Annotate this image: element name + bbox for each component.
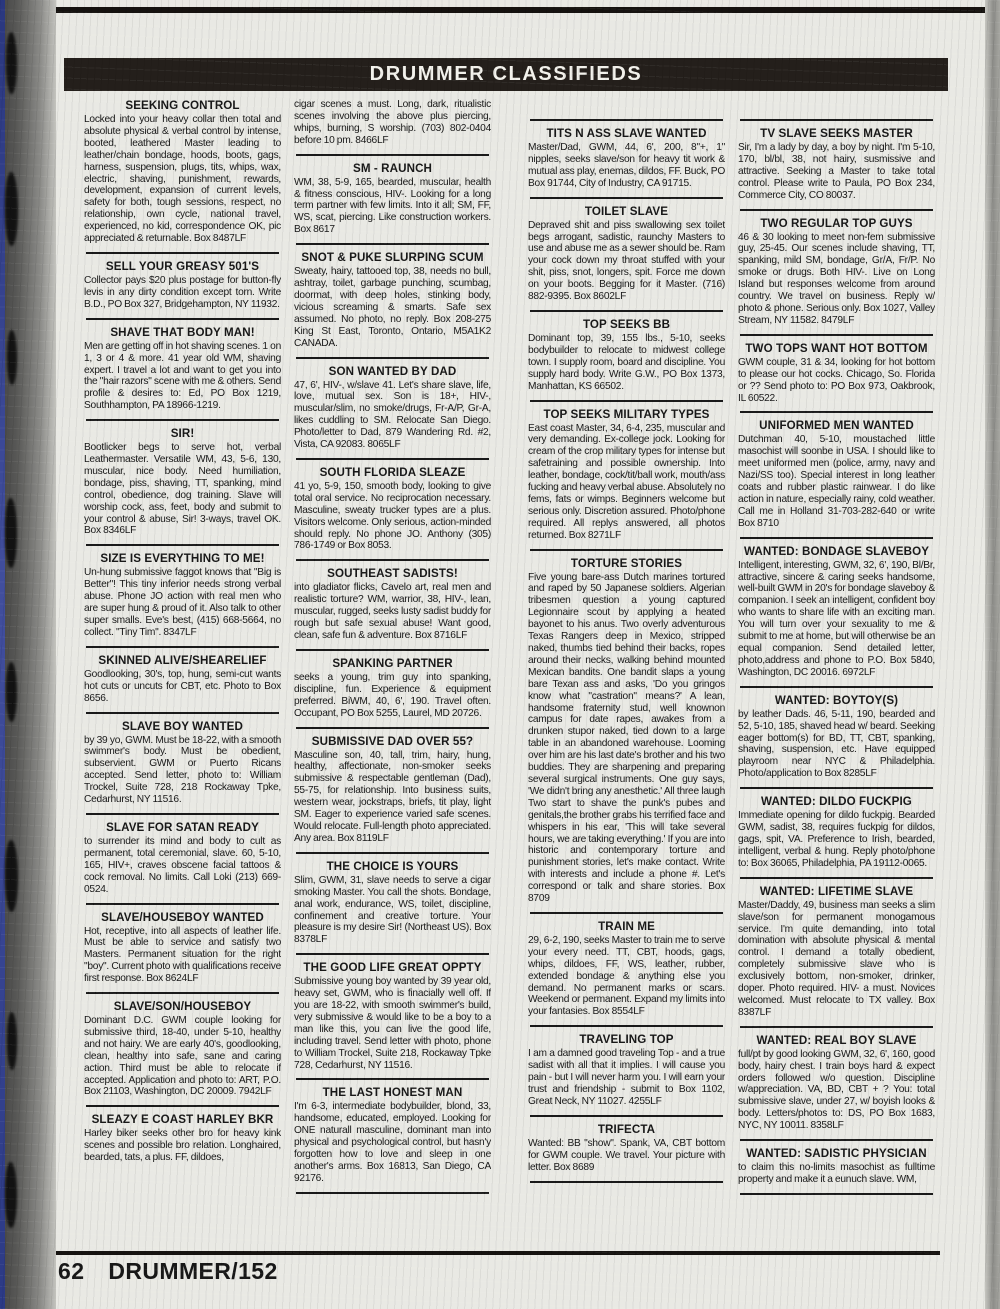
ad-separator (296, 559, 489, 561)
classified-ad (738, 545, 935, 679)
classified-ad (294, 162, 491, 237)
ad-title: WANTED: SADISTIC PHYSICIAN (746, 1147, 927, 1161)
classified-ad (84, 326, 281, 412)
classified-ad (294, 99, 491, 147)
ad-title: WANTED: LIFETIME SLAVE (759, 884, 914, 898)
ad-body: Hot, receptive, into all aspects of leather life. Must be able to service and satisfy two Masters. Permanent situation for the right "boy". Current photo with qualifications receive first response. Box 8624LF (84, 925, 281, 985)
scan-right-edge (985, 0, 1000, 1309)
ad-title: SIR! (170, 427, 195, 441)
ad-title: TRAIN ME (598, 919, 655, 933)
ad-body: Collector pays $20 plus postage for button-fly levis in any dirty condition except torn. Write B.D., PO Box 327, Bridgehampton, NY 11932. (84, 274, 281, 310)
ad-title: SKINNED ALIVE/SHEARELIEF (98, 653, 267, 667)
ad-body: Submissive young boy wanted by 39 year old, heavy set, GWM, who is finacially well off. If you are 18-22, with smooth swimmer's build, very submissive & would like to be a boy to a man like this, you can live the good life, including travel. Send letter with photo, phone to William Trockel, Suite 218, Rockaway Tpke 728, Cedarhurst, NY 11516. (294, 976, 491, 1071)
ad-separator (530, 549, 723, 551)
ad-separator (86, 252, 279, 254)
ad-body: into gladiator flicks, Cavelo art, real men and realistic torture? WM, warrior, 38, HIV-, lean, muscular, rugged, seeks lusty sadist buddy for rough but safe sexual abuse! Want good, clean, safe fun & adventure. Box 8716LF (294, 582, 491, 641)
classified-ad (528, 127, 725, 190)
ad-body: 29, 6-2, 190, seeks Master to train me to serve your every need. TT, CBT, hoods, gags, whips, dildoes, FF, WS, leather, rubber, extended bondage & anything else you demand. No permanent marks or scars. Weekend or permanent. Expand my limits into your fantasies. Box 8554LF (528, 934, 725, 1018)
classified-ad (294, 860, 491, 946)
ad-title: SLAVE/SON/HOUSEBOY (113, 1000, 252, 1014)
ad-separator (740, 537, 933, 539)
ad-title: SEEKING CONTROL (125, 99, 240, 112)
ad-separator (296, 154, 489, 156)
classified-ad (738, 127, 935, 202)
ad-title: TV SLAVE SEEKS MASTER (760, 127, 913, 140)
classified-ad (738, 217, 935, 327)
ad-separator (740, 787, 933, 789)
classified-ad (294, 735, 491, 845)
ad-title: SLAVE/HOUSEBOY WANTED (101, 910, 264, 924)
ad-title: TRIFECTA (597, 1122, 656, 1136)
ad-title: SM - RAUNCH (352, 161, 433, 175)
classified-ad (738, 694, 935, 780)
ad-body: 41 yo, 5-9, 150, smooth body, looking to give total oral service. No reciprocation necessary. Masculine, sweaty trucker types are a plus. Visitors welcome. Only serious, action-minded should reply. No phone JO. Anthony (305) 786-1749 or Box 8053. (294, 480, 491, 552)
scan-smudge (5, 840, 18, 912)
column-2 (294, 99, 491, 1251)
ad-body: to surrender its mind and body to cult as permanent, total ceremonial, slave. 60, 5-10, 165, HIV+, craves obscene facial tattoos & cock removal. No limits. Call Loki (213) 669-0524. (84, 835, 281, 895)
ad-separator (86, 544, 279, 546)
ad-body: Dominant top, 39, 155 lbs., 5-10, seeks bodybuilder to relocate to midwest college town. I supply room, board and discipline. You supply hard body. Write G.W., PO Box 1373, Manhattan, KS 66502. (528, 332, 725, 392)
ad-separator (530, 119, 723, 121)
ad-separator (530, 400, 723, 402)
ad-separator (296, 1192, 489, 1194)
ad-separator (86, 318, 279, 320)
ad-body: Sir, I'm a lady by day, a boy by night. I'm 5-10, 170, bl/bl, 38, not hairy, susmissive and attractive. Seeking a Master to take total control. Please write to Paula, PO Box 234, Commerce City, CO 80037. (738, 142, 935, 201)
classified-ad (738, 885, 935, 1019)
magazine-issue: DRUMMER/152 (108, 1258, 278, 1284)
ad-separator (296, 357, 489, 359)
page-number: 62 (58, 1258, 85, 1284)
page-footer (58, 1258, 278, 1285)
ad-body: by leather Dads. 46, 5-11, 190, bearded and 52, 5-10, 185, shaved head w/ beard. Seeking eager bottom(s) for BD, TT, CBT, spanking, shaving, suspension, etc. Have equipped playroom near NYC & Philadelphia. Photo/application to Box 8285LF (738, 708, 935, 780)
column-3 (528, 99, 725, 1251)
ad-separator (530, 1115, 723, 1117)
classified-ad (294, 657, 491, 720)
ad-body: Intelligent, interesting, GWM, 32, 6', 190, Bl/Br, attractive, sincere & caring seeks handsome, well-built GWM in 20's for bondage slaveboy & companion. I seek an intelligent, confident boy who wants to share life with an exciting man. You will turn over your sexuality to me & submit to me at home, but will otherwise be an equal companion. Send detailed letter, photo,address and phone to P.O. Box 5840, Washington, DC 20016. 6972LF (738, 559, 935, 678)
classified-ad (528, 408, 725, 542)
ad-separator (740, 1139, 933, 1141)
ad-title: THE GOOD LIFE GREAT OPPTY (303, 961, 482, 975)
classified-ad (84, 552, 281, 638)
classified-ad (84, 427, 281, 537)
ad-title: SOUTHEAST SADISTS! (327, 567, 458, 581)
classified-ad (528, 1123, 725, 1174)
ad-title: SUBMISSIVE DAD OVER 55? (311, 734, 474, 748)
ad-separator (740, 1026, 933, 1028)
ad-title: TOP SEEKS MILITARY TYPES (543, 407, 710, 421)
scan-smudge (7, 1012, 17, 1070)
classified-ad (294, 961, 491, 1071)
ad-title: TORTURE STORIES (570, 556, 683, 570)
ad-separator (296, 852, 489, 854)
classified-ad (84, 720, 281, 806)
ad-title: WANTED: REAL BOY SLAVE (756, 1033, 917, 1047)
classified-ad (738, 1147, 935, 1186)
ad-body: Wanted: BB "show". Spank, VA, CBT bottom for GWM couple. We travel. Your picture with letter. Box 8689 (528, 1137, 725, 1173)
ad-title: TWO REGULAR TOP GUYS (760, 216, 913, 230)
footer-rule (55, 1251, 940, 1255)
ad-title: TOP SEEKS BB (582, 317, 671, 331)
scan-smudge (6, 662, 17, 722)
classified-ad (528, 920, 725, 1018)
classified-ad (294, 365, 491, 451)
classified-ad (528, 557, 725, 905)
page-title: DRUMMER CLASSIFIEDS (369, 63, 643, 85)
ad-body: seeks a young, trim guy into spanking, discipline, fun. Experience & equipment preferred. BiWM, 40, 6', 190. Travel often. Occupant, PO Box 5255, Laurel, MD 20726. (294, 671, 491, 719)
ad-body: Un-hung submissive faggot knows that "Big is Better"! This tiny inferior needs strong verbal abuse. Phone JO action with real men who are super hung & proud of it. Also talk to other super smalls. Eve's best, (415) 668-5664, no collect. "Tiny Tim". 8347LF (84, 567, 281, 638)
ad-title: SLEAZY E COAST HARLEY BKR (91, 1113, 274, 1127)
ad-separator (296, 649, 489, 651)
ad-separator (86, 646, 279, 648)
ad-title: THE LAST HONEST MAN (322, 1086, 463, 1100)
ad-separator (530, 197, 723, 199)
ad-body: cigar scenes a must. Long, dark, ritualistic scenes involving the above plus piercing, whips, burning, S worship. (703) 802-0404 before 10 pm. 8466LF (294, 99, 491, 146)
ad-title: WANTED: DILDO FUCKPIG (761, 795, 912, 809)
classified-ad (528, 205, 725, 303)
ad-body: I am a damned good traveling Top - and a true sadist with all that it implies. I will cause you pain - but I will never harm you. I will earn your trust and friendship - submit to Box 1102, Great Neck, NY 11027. 4255LF (528, 1048, 725, 1107)
classified-ad (84, 1113, 281, 1164)
ad-body: full/pt by good looking GWM, 32, 6', 160, good body, hairy chest. I train boys hard & expect orders followed w/o question. Discipline w/appreciation. VA, BD, CBT + ? You: total submissive slave, under 27, w/ boyish looks & body. Letters/photos to: DS, PO Box 1683, NYC, NY 10011. 8358LF (738, 1048, 935, 1132)
ad-title: SLAVE FOR SATAN READY (106, 820, 259, 834)
ad-separator (86, 813, 279, 815)
ad-body: Slim, GWM, 31, slave needs to serve a cigar smoking Master. You call the shots. Bondage, anal work, endurance, WS, toilet, discipline, confinement and creative torture. Your pleasure is my desire Sir! (Northeast US). Box 8378LF (294, 874, 491, 946)
ad-separator (530, 1025, 723, 1027)
classified-ad (84, 99, 281, 245)
ad-body: Five young bare-ass Dutch marines tortured and raped by 50 Japanese soldiers. Algerian tribesmen question a young captured Legionnaire scout by applying a heated bayonet to his anus. Two overly adventurous Texas Rangers deep in Mexico, stripped naked, thumbs tied behind their backs, ropes around their necks, walking behind mounted Mexican bandits. One bandit slaps a young bare Texan ass and asks, 'Do you gringos know what "castration" means?' A lean, handsome fraternity stud, well knownon campus for date rapes, awakes from a drunken stupor naked, tied down to a large table in an abandoned warehouse. Looming over him are his last date's brother and his two buddies. They are sharpening and preparing several surgical instruments. One guy says, 'We didn't bring any anesthetic.' All three laugh Two start to shave the punk's pubes and genitals,the brother grabs his terrified face and whispers in his ear, 'This will take several hours, we are taking everything.' If you are into historic and contemporary torture and punishment stories, let's make contact. Write with interests and include a phone #. Let's correspond or talk and share stories. Box 8709 (528, 571, 725, 905)
ad-body: by 39 yo, GWM. Must be 18-22, with a smooth swimmer's body. Must be obedient, subservient. GWM or Puerto Ricans accepted. Send letter, photo to: William Trockel, Suite 728, 218 Rockaway Tpke, Cedarhurst, NY 11516. (84, 734, 281, 806)
ad-separator (86, 903, 279, 905)
ad-title: SHAVE THAT BODY MAN! (110, 325, 255, 339)
ad-separator (740, 1193, 933, 1195)
ad-title: TOILET SLAVE (584, 204, 669, 218)
page-header (64, 58, 948, 91)
ad-title: SOUTH FLORIDA SLEAZE (319, 465, 466, 479)
ad-title: SELL YOUR GREASY 501'S (105, 259, 260, 273)
scan-smudge (5, 498, 17, 568)
classified-ad (294, 251, 491, 349)
scan-left-edge (0, 0, 56, 1309)
ad-title: TWO TOPS WANT HOT BOTTOM (745, 341, 928, 355)
ad-title: TRAVELING TOP (579, 1033, 674, 1047)
classified-ad (738, 795, 935, 870)
ad-separator (530, 912, 723, 914)
ad-separator (296, 953, 489, 955)
ad-title: UNIFORMED MEN WANTED (759, 419, 914, 433)
ad-body: Dutchman 40, 5-10, moustached little masochist will soonbe in USA. I should like to meet uniformed men (police, army, navy and Nazi/SS too). Special interest in long leather coats and rubber plastic rainwear. I do like action in nature, especially rainy, cold weather. Call me in Holland 31-703-282-640 or write Box 8710 (738, 434, 935, 529)
classified-ad (84, 654, 281, 705)
ad-separator (296, 1078, 489, 1080)
ad-body: Depraved shit and piss swallowing sex toilet begs arrogant, sadistic, raunchy Masters to use and abuse me as a sewer should be. Ram your cock down my throat stuffed with your shit, piss, snot, longers, spit. Force me down on your boots. Begging for it Master. (716) 882-9395. Box 8602LF (528, 219, 725, 303)
classified-ad (84, 1000, 281, 1098)
ad-separator (740, 119, 933, 121)
ad-title: WANTED: BONDAGE SLAVEBOY (743, 544, 930, 558)
top-rule (0, 7, 988, 13)
ad-body: Bootlicker begs to serve hot, verbal Leathermaster. Versatile WM, 43, 5-6, 130, muscular, nice body. Need humiliation, bondage, piss, shaving, TT, spanking, mind control, obedience, dog training. Slave will worship cock, ass, feet, body and submit to your control & abuse, Sir! 3-ways, travel OK. Box 8346LF (84, 442, 281, 537)
column-4 (738, 99, 935, 1251)
ad-title: SON WANTED BY DAD (328, 364, 457, 378)
scan-smudge (5, 1162, 17, 1228)
ad-body: I'm 6-3, intermediate bodybuilder, blond, 33, handsome, educated, employed. Looking for ONE naturall masculine, dominant man into physical and psychological control, but hasn'y forgotten how to love and sleep in one another's arms. Box 16813, San Diego, CA 92176. (294, 1101, 491, 1184)
classified-ad (294, 567, 491, 642)
ad-separator (740, 877, 933, 879)
scan-smudge (7, 330, 17, 385)
scan-smudge (5, 172, 18, 246)
ad-body: Harley biker seeks other bro for heavy kink scenes and possible bro relation. Longhaired, bearded, tats, a plus. FF, dildoes, (84, 1128, 281, 1164)
ad-title: THE CHOICE IS YOURS (326, 859, 459, 873)
ad-separator (740, 209, 933, 211)
ad-separator (740, 686, 933, 688)
ad-separator (530, 1181, 723, 1183)
ad-body: GWM couple, 31 & 34, looking for hot bottom to please our hot cocks. Chicago, So. Florida or ?? Send photo to: PO Box 973, Oakbrook, IL 60522. (738, 356, 935, 404)
ad-title: TITS N ASS SLAVE WANTED (546, 127, 707, 140)
ad-separator (530, 310, 723, 312)
classified-ad (84, 911, 281, 986)
ad-separator (740, 334, 933, 336)
classified-ad (738, 419, 935, 529)
ad-body: WM, 38, 5-9, 165, bearded, muscular, health & fitness conscious, HIV-. Looking for a long term partner with few limits. Into it all; SM, FF, WS, scat, piercing. Like construction workers. Box 8617 (294, 176, 491, 236)
classified-ad (294, 466, 491, 552)
ad-body: East coast Master, 34, 6-4, 235, muscular and very demanding. Ex-college jock. Looking for cream of the crop military types for intense but safetraining and possible ownership. Into leather, bondage, cock/tit/ball work, mouth/ass fucking and heavy verbal abuse. Absolutely no fems, fats or wimps. Beginners welcome but serious only. Discretion assured. Photo/phone required. All replys answered, all photos returned. Box 8271LF (528, 422, 725, 541)
classified-ad (528, 1033, 725, 1108)
ad-body: Dominant D.C. GWM couple looking for submissive third, 18-40, under 5-10, healthy and not hairy. We are early 40's, goodlooking, clean, healthy into safe, sane and caring action. Third must be able to relocate if accepted. Application and photo to: ART, P.O. Box 21103, Washington, DC 20009. 7942LF (84, 1015, 281, 1098)
ad-separator (86, 1105, 279, 1107)
classified-ad (84, 821, 281, 896)
ad-body: to claim this no-limits masochist as fulltime property and make it a eunuch slave. WM, (738, 1162, 935, 1185)
ad-separator (296, 727, 489, 729)
classified-ad (528, 318, 725, 393)
column-1 (84, 99, 281, 1251)
ad-title: SLAVE BOY WANTED (122, 719, 243, 733)
classified-ad (294, 1086, 491, 1184)
ad-body: Masculine son, 40, tall, trim, hairy, hung, healthy, affectionate, non-smoker seeks submissive & respectable gentleman (Dad), 55-75, for relationship. Into business suits, western wear, jockstraps, briefs, tit play, light SM. Eager to experience varied safe scenes. Would relocate. Full-length photo appreciated. Any area. Box 8119LF (294, 749, 491, 844)
ad-body: Master/Dad, GWM, 44, 6', 200, 8"+, 1" nipples, seeks slave/son for heavy tit work & mutual ass play, enemas, dildos, FF. Buck, PO Box 91744, City of Industry, CA 91715. (528, 142, 725, 189)
scan-smudge (6, 32, 17, 94)
ad-separator (740, 411, 933, 413)
ad-body: Master/Daddy, 49, business man seeks a slim slave/son for permanent monogamous service. I'm quite demanding, into total domination with absolute physical & mental control. I demand a totally obedient, completely submissive slave who is exclusively bottom, non-smoker, drinker, doper. Photo required. HIV- a must. Novices welcomed. Must relocate to TX valley. Box 8387LF (738, 899, 935, 1018)
ad-separator (296, 458, 489, 460)
ad-body: 46 & 30 looking to meet non-fem submissive guy, 25-45. Our scenes include shaving, TT, spanking, mild SM, bondage, Gr/A, Fr/P. No smoke or drugs. Both HIV-. Live on Long Island but responses welcome from around country. We travel on business. Reply w/ photo & phone. Serious only. Box 1027, Valley Stream, NY 11582. 8479LF (738, 231, 935, 326)
ad-title: SIZE IS EVERYTHING TO ME! (100, 552, 265, 566)
ad-body: Locked into your heavy collar then total and absolute physical & verbal control by intense, booted, leathered Master leading to leather/chain bondage, hoods, boots, gags, harness, suspension, plugs, tits, whips, wax, electric, shaving, punishment, rewards, development, expansion of current levels, safety for both, tough sessions, respect, no relationship, own cycle, national travel, experienced, no kid, correspondence OK, pic appreciated & returnable. Box 8487LF (84, 114, 281, 245)
classified-ad (738, 1034, 935, 1132)
ad-title: SNOT & PUKE SLURPING SCUM (301, 251, 484, 265)
ad-separator (86, 712, 279, 714)
ad-body: Men are getting off in hot shaving scenes. 1 on 1, 3 or 4 & more. 41 year old WM, shaving expert. I travel a lot and want to get you into the "hair razors" scene with me & others. Send profile & desires to: Ed, PO Box 1219, Southhampton, PA 18966-1219. (84, 340, 281, 412)
ad-title: SPANKING PARTNER (332, 656, 453, 670)
ad-separator (86, 992, 279, 994)
ad-body: Goodlooking, 30's, top, hung, semi-cut wants hot cuts or uncuts for CBT, etc. Photo to Box 8656. (84, 668, 281, 704)
classified-ad (738, 342, 935, 405)
ad-body: 47, 6', HIV-, w/slave 41. Let's share slave, life, love, mutual sex. Son is 18+, HIV-, muscular/slim, no smoke/drugs, Fr-A/P, Gr-A, likes cuddling to SM. Relocate San Diego. Photo/letter to Dad, 879 Wandering Rd. #2, Vista, CA 92083. 8065LF (294, 379, 491, 451)
ad-separator (86, 419, 279, 421)
classifieds-columns (84, 99, 935, 1251)
ad-title: WANTED: BOYTOY(S) (774, 693, 899, 707)
ad-body: Immediate opening for dildo fuckpig. Bearded GWM, sadist, 38, requires fuckpig for dildos, gags, spit, VA. Preference to Irish, bearded, intelligent, verbal & hung. Reply photo/phone to: Box 36065, Philadelphia, PA 19112-0065. (738, 810, 935, 869)
ad-body: Sweaty, hairy, tattooed top, 38, needs no bull, ashtray, toilet, garbage punching, scumbag, doormat, with deep holes, stinking body, vicious screaming & smarts. Safe sex assumed. No photo, no reply. Box 208-275 King St East, Toronto, Ontario, M5A1K2 CANADA. (294, 266, 491, 349)
classified-ad (84, 260, 281, 311)
ad-separator (296, 243, 489, 245)
